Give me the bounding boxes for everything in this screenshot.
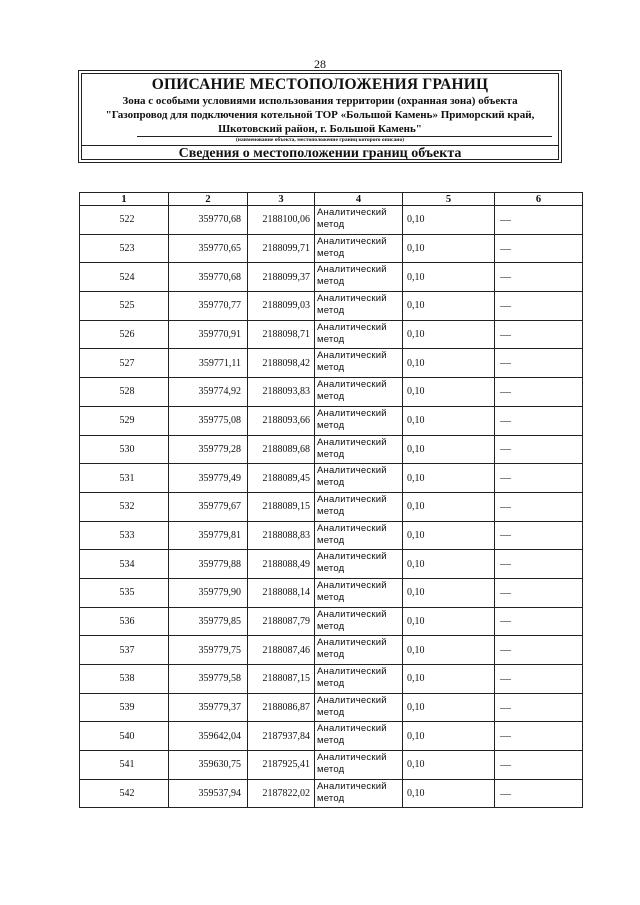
x-coordinate-cell: 359774,92 bbox=[169, 378, 248, 407]
method-cell: Аналитический метод bbox=[315, 550, 403, 579]
method-cell: Аналитический метод bbox=[315, 607, 403, 636]
point-number-cell: 532 bbox=[80, 492, 169, 521]
accuracy-cell: 0,10 bbox=[403, 607, 495, 636]
object-description-line-3: Шкотовский район, г. Большой Камень" bbox=[218, 123, 422, 135]
method-cell: Аналитический метод bbox=[315, 492, 403, 521]
table-row bbox=[80, 464, 583, 493]
object-caption: (наименование объекта, местоположение границ которого описано) bbox=[235, 137, 405, 143]
y-coordinate-cell: 2187925,41 bbox=[248, 751, 315, 780]
point-number-cell: 523 bbox=[80, 234, 169, 263]
table-row bbox=[80, 349, 583, 378]
x-coordinate-cell: 359770,77 bbox=[169, 292, 248, 321]
column-header: 4 bbox=[315, 193, 403, 206]
table-row bbox=[80, 406, 583, 435]
y-coordinate-cell: 2188087,79 bbox=[248, 607, 315, 636]
y-coordinate-cell: 2188098,71 bbox=[248, 320, 315, 349]
point-number-cell: 522 bbox=[80, 206, 169, 235]
object-description-line-1: Зона с особыми условиями использования территории (охранная зона) объекта bbox=[122, 95, 518, 107]
table-row bbox=[80, 521, 583, 550]
table-row bbox=[80, 263, 583, 292]
column-header: 3 bbox=[248, 193, 315, 206]
method-cell: Аналитический метод bbox=[315, 521, 403, 550]
y-coordinate-cell: 2188099,37 bbox=[248, 263, 315, 292]
method-cell: Аналитический метод bbox=[315, 234, 403, 263]
y-coordinate-cell: 2188099,03 bbox=[248, 292, 315, 321]
coordinates-table bbox=[79, 192, 583, 808]
x-coordinate-cell: 359779,75 bbox=[169, 636, 248, 665]
table-row bbox=[80, 751, 583, 780]
point-number-cell: 536 bbox=[80, 607, 169, 636]
table-row bbox=[80, 722, 583, 751]
method-cell: Аналитический метод bbox=[315, 722, 403, 751]
table-row bbox=[80, 234, 583, 263]
section-subtitle: Сведения о местоположении границ объекта bbox=[178, 146, 462, 161]
x-coordinate-cell: 359779,90 bbox=[169, 578, 248, 607]
accuracy-cell: 0,10 bbox=[403, 665, 495, 694]
table-row bbox=[80, 607, 583, 636]
method-cell: Аналитический метод bbox=[315, 578, 403, 607]
note-cell: — bbox=[495, 550, 583, 579]
table-row bbox=[80, 693, 583, 722]
table-row bbox=[80, 550, 583, 579]
note-cell: — bbox=[495, 349, 583, 378]
note-cell: — bbox=[495, 378, 583, 407]
note-cell: — bbox=[495, 320, 583, 349]
method-cell: Аналитический метод bbox=[315, 378, 403, 407]
x-coordinate-cell: 359775,08 bbox=[169, 406, 248, 435]
x-coordinate-cell: 359630,75 bbox=[169, 751, 248, 780]
note-cell: — bbox=[495, 406, 583, 435]
y-coordinate-cell: 2188087,15 bbox=[248, 665, 315, 694]
x-coordinate-cell: 359642,04 bbox=[169, 722, 248, 751]
note-cell: — bbox=[495, 636, 583, 665]
point-number-cell: 538 bbox=[80, 665, 169, 694]
accuracy-cell: 0,10 bbox=[403, 320, 495, 349]
accuracy-cell: 0,10 bbox=[403, 349, 495, 378]
accuracy-cell: 0,10 bbox=[403, 550, 495, 579]
table-row bbox=[80, 636, 583, 665]
y-coordinate-cell: 2188088,83 bbox=[248, 521, 315, 550]
accuracy-cell: 0,10 bbox=[403, 234, 495, 263]
accuracy-cell: 0,10 bbox=[403, 779, 495, 808]
accuracy-cell: 0,10 bbox=[403, 292, 495, 321]
y-coordinate-cell: 2188100,06 bbox=[248, 206, 315, 235]
point-number-cell: 540 bbox=[80, 722, 169, 751]
accuracy-cell: 0,10 bbox=[403, 722, 495, 751]
point-number-cell: 525 bbox=[80, 292, 169, 321]
method-cell: Аналитический метод bbox=[315, 636, 403, 665]
note-cell: — bbox=[495, 779, 583, 808]
x-coordinate-cell: 359779,67 bbox=[169, 492, 248, 521]
x-coordinate-cell: 359770,68 bbox=[169, 206, 248, 235]
point-number-cell: 533 bbox=[80, 521, 169, 550]
table-row bbox=[80, 292, 583, 321]
y-coordinate-cell: 2188089,68 bbox=[248, 435, 315, 464]
method-cell: Аналитический метод bbox=[315, 206, 403, 235]
x-coordinate-cell: 359779,58 bbox=[169, 665, 248, 694]
table-row bbox=[80, 206, 583, 235]
y-coordinate-cell: 2188093,66 bbox=[248, 406, 315, 435]
accuracy-cell: 0,10 bbox=[403, 751, 495, 780]
point-number-cell: 535 bbox=[80, 578, 169, 607]
method-cell: Аналитический метод bbox=[315, 435, 403, 464]
object-description-line-2: "Газопровод для подключения котельной ТОР «Большой Камень» Приморский край, bbox=[105, 109, 535, 121]
note-cell: — bbox=[495, 578, 583, 607]
point-number-cell: 537 bbox=[80, 636, 169, 665]
point-number-cell: 527 bbox=[80, 349, 169, 378]
x-coordinate-cell: 359779,37 bbox=[169, 693, 248, 722]
note-cell: — bbox=[495, 521, 583, 550]
method-cell: Аналитический метод bbox=[315, 665, 403, 694]
point-number-cell: 524 bbox=[80, 263, 169, 292]
point-number-cell: 531 bbox=[80, 464, 169, 493]
point-number-cell: 539 bbox=[80, 693, 169, 722]
method-cell: Аналитический метод bbox=[315, 349, 403, 378]
x-coordinate-cell: 359770,91 bbox=[169, 320, 248, 349]
y-coordinate-cell: 2188088,49 bbox=[248, 550, 315, 579]
page-number: 28 bbox=[314, 57, 326, 71]
method-cell: Аналитический метод bbox=[315, 464, 403, 493]
header-frame bbox=[78, 70, 562, 163]
y-coordinate-cell: 2188087,46 bbox=[248, 636, 315, 665]
note-cell: — bbox=[495, 435, 583, 464]
table-row bbox=[80, 378, 583, 407]
x-coordinate-cell: 359771,11 bbox=[169, 349, 248, 378]
accuracy-cell: 0,10 bbox=[403, 435, 495, 464]
note-cell: — bbox=[495, 263, 583, 292]
point-number-cell: 530 bbox=[80, 435, 169, 464]
column-header: 2 bbox=[169, 193, 248, 206]
table-header-row bbox=[80, 193, 583, 206]
table-row bbox=[80, 492, 583, 521]
accuracy-cell: 0,10 bbox=[403, 263, 495, 292]
y-coordinate-cell: 2188098,42 bbox=[248, 349, 315, 378]
y-coordinate-cell: 2187937,84 bbox=[248, 722, 315, 751]
method-cell: Аналитический метод bbox=[315, 779, 403, 808]
point-number-cell: 529 bbox=[80, 406, 169, 435]
point-number-cell: 528 bbox=[80, 378, 169, 407]
point-number-cell: 542 bbox=[80, 779, 169, 808]
y-coordinate-cell: 2188089,15 bbox=[248, 492, 315, 521]
column-header: 6 bbox=[495, 193, 583, 206]
table-row bbox=[80, 665, 583, 694]
y-coordinate-cell: 2188093,83 bbox=[248, 378, 315, 407]
y-coordinate-cell: 2187822,02 bbox=[248, 779, 315, 808]
note-cell: — bbox=[495, 292, 583, 321]
accuracy-cell: 0,10 bbox=[403, 578, 495, 607]
method-cell: Аналитический метод bbox=[315, 406, 403, 435]
x-coordinate-cell: 359779,28 bbox=[169, 435, 248, 464]
point-number-cell: 541 bbox=[80, 751, 169, 780]
table-row bbox=[80, 320, 583, 349]
method-cell: Аналитический метод bbox=[315, 263, 403, 292]
y-coordinate-cell: 2188099,71 bbox=[248, 234, 315, 263]
x-coordinate-cell: 359537,94 bbox=[169, 779, 248, 808]
note-cell: — bbox=[495, 492, 583, 521]
note-cell: — bbox=[495, 464, 583, 493]
column-header: 5 bbox=[403, 193, 495, 206]
point-number-cell: 526 bbox=[80, 320, 169, 349]
y-coordinate-cell: 2188089,45 bbox=[248, 464, 315, 493]
x-coordinate-cell: 359770,65 bbox=[169, 234, 248, 263]
note-cell: — bbox=[495, 206, 583, 235]
note-cell: — bbox=[495, 722, 583, 751]
y-coordinate-cell: 2188086,87 bbox=[248, 693, 315, 722]
method-cell: Аналитический метод bbox=[315, 751, 403, 780]
method-cell: Аналитический метод bbox=[315, 292, 403, 321]
accuracy-cell: 0,10 bbox=[403, 693, 495, 722]
x-coordinate-cell: 359779,85 bbox=[169, 607, 248, 636]
x-coordinate-cell: 359779,88 bbox=[169, 550, 248, 579]
accuracy-cell: 0,10 bbox=[403, 492, 495, 521]
table-row bbox=[80, 779, 583, 808]
note-cell: — bbox=[495, 665, 583, 694]
accuracy-cell: 0,10 bbox=[403, 406, 495, 435]
table-row bbox=[80, 435, 583, 464]
column-header: 1 bbox=[80, 193, 169, 206]
method-cell: Аналитический метод bbox=[315, 320, 403, 349]
x-coordinate-cell: 359779,81 bbox=[169, 521, 248, 550]
x-coordinate-cell: 359779,49 bbox=[169, 464, 248, 493]
accuracy-cell: 0,10 bbox=[403, 378, 495, 407]
accuracy-cell: 0,10 bbox=[403, 521, 495, 550]
accuracy-cell: 0,10 bbox=[403, 206, 495, 235]
note-cell: — bbox=[495, 693, 583, 722]
accuracy-cell: 0,10 bbox=[403, 636, 495, 665]
note-cell: — bbox=[495, 234, 583, 263]
header-inner-frame bbox=[81, 73, 559, 160]
y-coordinate-cell: 2188088,14 bbox=[248, 578, 315, 607]
document-title: ОПИСАНИЕ МЕСТОПОЛОЖЕНИЯ ГРАНИЦ bbox=[151, 76, 489, 93]
accuracy-cell: 0,10 bbox=[403, 464, 495, 493]
method-cell: Аналитический метод bbox=[315, 693, 403, 722]
point-number-cell: 534 bbox=[80, 550, 169, 579]
table-row bbox=[80, 578, 583, 607]
x-coordinate-cell: 359770,68 bbox=[169, 263, 248, 292]
note-cell: — bbox=[495, 607, 583, 636]
note-cell: — bbox=[495, 751, 583, 780]
